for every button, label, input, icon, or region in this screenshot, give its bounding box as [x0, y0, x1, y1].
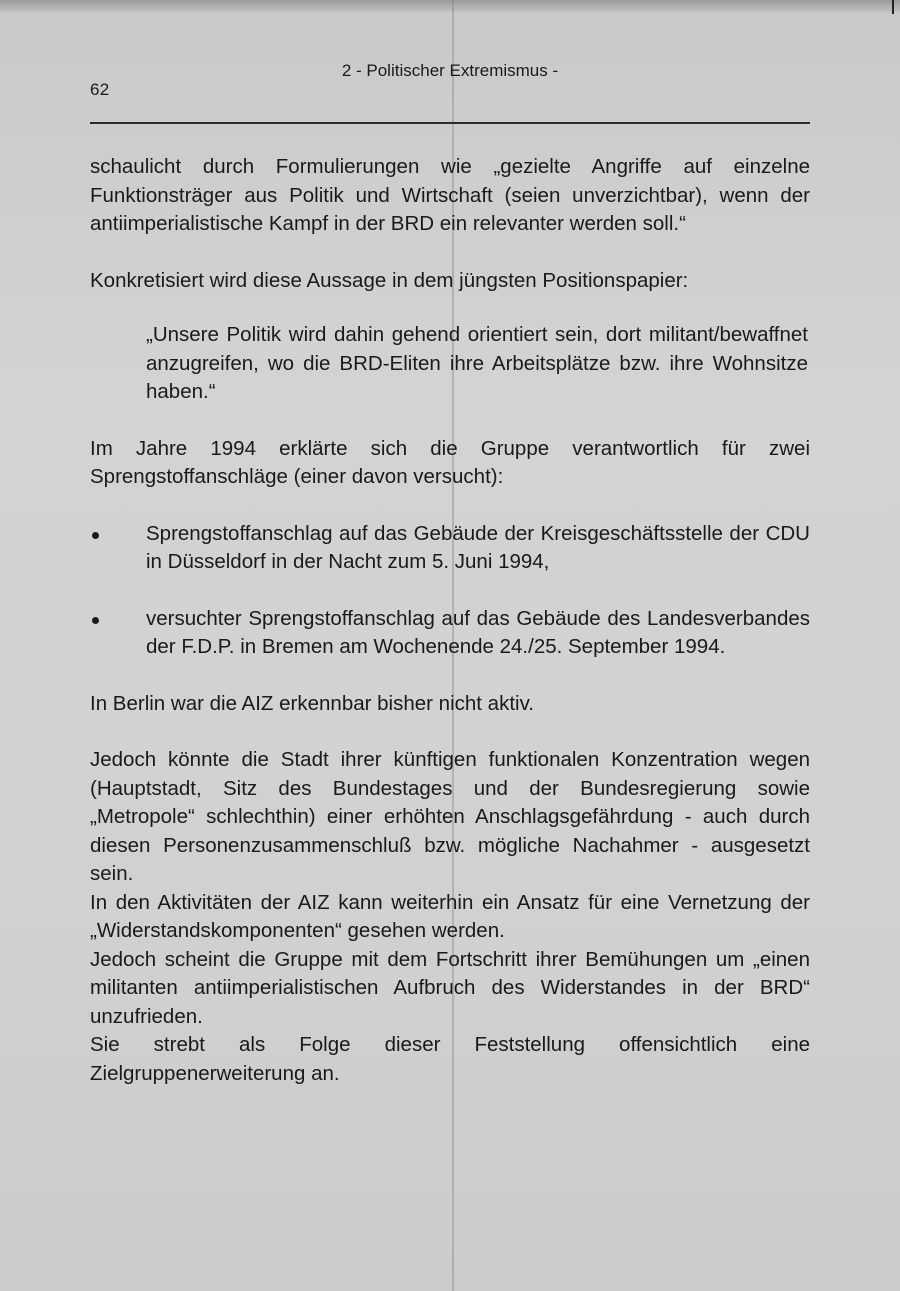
- body-text: [90, 153, 810, 1088]
- list-item: [90, 605, 810, 662]
- paragraph: Sie strebt als Folge dieser Feststellung offensichtlich eine Zielgruppenerweiterung an.: [90, 1033, 810, 1085]
- list-item-text: versuchter Sprengstoffanschlag auf das Gebäude des Landesverbandes der F.D.P. in Bremen am Wochenende 24./25. September 1994.: [146, 606, 810, 658]
- paragraph: Jedoch könnte die Stadt ihrer künftigen funktionalen Konzentration wegen (Hauptstadt, Sitz des Bundestages und der Bundesregierung sowie „Metropole“ schlechthin) einer erhöhten Anschlagsgefährdung - auch durch diesen Personenzusammenschluß bzw. mögliche Nachahmer - ausgesetzt sein.: [90, 748, 810, 885]
- paragraph: Im Jahre 1994 erklärte sich die Gruppe verantwortlich für zwei Sprengstoffanschläge (einer davon versucht):: [90, 436, 810, 488]
- scan-edge-mark: [892, 0, 894, 14]
- running-header: 2 - Politischer Extremismus -: [341, 61, 559, 80]
- paragraph: schaulicht durch Formulierungen wie „gezielte Angriffe auf einzelne Funktionsträger aus Politik und Wirtschaft (seien unverzichtbar), wenn der antiimperialistische Kampf in der BRD ein relevanter werden soll.“: [90, 155, 810, 235]
- block-quote: „Unsere Politik wird dahin gehend orientiert sein, dort militant/bewaffnet anzugreifen, wo die BRD-Eliten ihre Arbeitsplätze bzw. ihre Wohnsitze haben.“: [146, 323, 808, 403]
- list-item: [90, 520, 810, 577]
- bullet-icon: [92, 532, 99, 539]
- list-item-text: Sprengstoffanschlag auf das Gebäude der Kreisgeschäftsstelle der CDU in Düsseldorf in der Nacht zum 5. Juni 1994,: [146, 521, 810, 573]
- paragraph: Jedoch scheint die Gruppe mit dem Fortschritt ihrer Bemühungen um „einen militanten antiimperialistischen Aufbruch des Widerstandes in der BRD“ unzufrieden.: [90, 947, 810, 1028]
- paragraph: Konkretisiert wird diese Aussage in dem jüngsten Positionspapier:: [90, 268, 689, 292]
- paragraph: In Berlin war die AIZ erkennbar bisher nicht aktiv.: [90, 691, 534, 715]
- paragraph: In den Aktivitäten der AIZ kann weiterhin ein Ansatz für eine Vernetzung der „Widerstandskomponenten“ gesehen werden.: [90, 890, 810, 942]
- scan-top-edge: [0, 0, 900, 12]
- bullet-icon: [92, 617, 99, 624]
- page-number: 62: [90, 80, 110, 99]
- bullet-list: [90, 520, 810, 662]
- header-rule: [90, 122, 810, 124]
